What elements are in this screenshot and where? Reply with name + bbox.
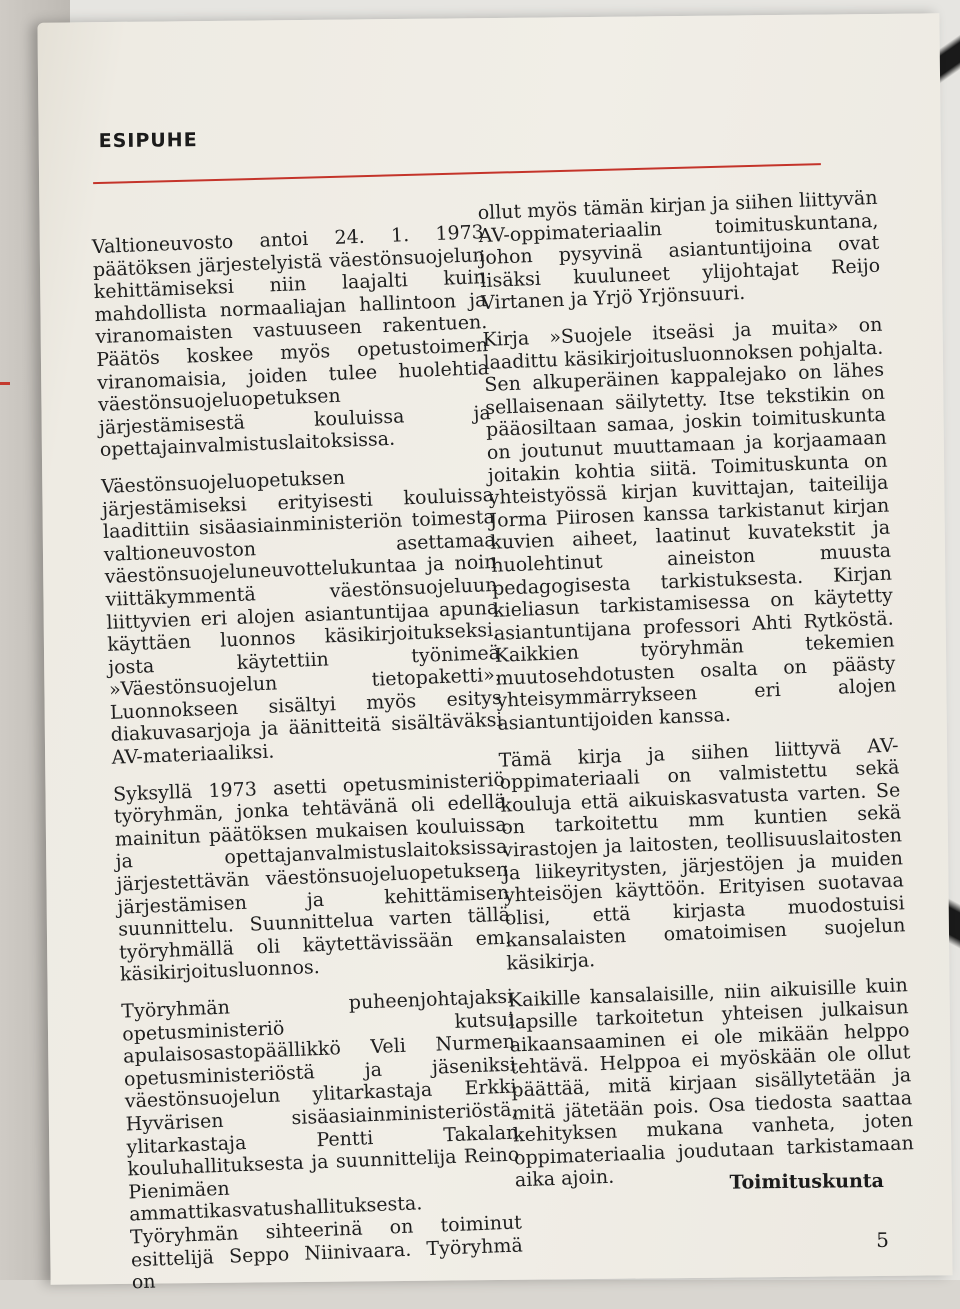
heading-red-rule bbox=[93, 163, 821, 184]
adjacent-page-red-mark bbox=[0, 382, 10, 385]
paragraph: Kirja »Suojele itseäsi ja muita» on laadittu käsikirjoitusluonnoksen pohjalta. Sen alkuperäinen kappalejako on lähes sellaisenaan säilytetty. Itse tekstikin on pääosiltaan samaa, joskin toimituskunta on joutunut muuttamaan ja korjaamaan joitakin kohtia siitä. Toimituskunta on yhteistyössä kirjan kuvittajan, taiteilija Jorma Piirosen kanssa tarkistanut kirjan kuvien aiheet, laatinut kuvatekstit ja huolehtinut aineiston muusta pedagogisesta tarkistuksesta. Kirjan kieliasun tarkistamisessa on käytetty asiantuntijana professori Ahti Rytköstä. Kaikkien työryhmän tekemien muutosehdotusten osalta on päästy yhteisymmärrykseen eri alojen asiantuntijoiden kanssa. bbox=[482, 313, 897, 735]
right-text-column bbox=[477, 187, 915, 1207]
paragraph: ollut myös tämän kirjan ja siihen liittyvän AV-oppimateriaalin toimituskuntana, johon pysyvinä asiantuntijoina ovat lisäksi kuuluneet ylijohtajat Reijo Virtanen ja Yrjö Yrjönsuuri. bbox=[477, 186, 881, 315]
paragraph: Kaikille kansalaisille, niin aikuisille kuin lapsille tarkoitetun yhteisen julkaisun aikaansaaminen ei ole mikään helppo tehtävä. Helppoa ei myöskään ole ollut päättää, mitä kirjaan sisällytetään ja mitä jätetään pois. Osa tiedosta saattaa kehityksen mukana vanheta, joten oppimateriaalia joudutaan tarkistamaan aika ajoin. bbox=[507, 973, 915, 1192]
paragraph: Väestönsuojeluopetuksen järjestämiseksi erityisesti kouluissa laadittiin sisäasiainministeriön toimesta valtioneuvoston asettamaa väestönsuojeluneuvottelukuntaa ja noin viittäkymmentä väestönsuojeluun liittyvien eri alojen asiantuntijaa apuna käyttäen luonnos käsikirjoitukseksi, josta käytettiin työnimeä »Väestönsuojelun tietopaketti». Luonnokseen sisältyi myös esitys diakuvasarjoja ja äänitteitä sisältäväksi AV-materiaaliksi. bbox=[100, 466, 503, 769]
signature: Toimituskunta bbox=[729, 1169, 885, 1194]
page-number: 5 bbox=[876, 1227, 890, 1253]
paragraph: Työryhmän puheenjohtajaksi opetusministeriö kutsui apulaisosastopäällikkö Veli Nurmen opetusministeriöstä ja jäseniksi väestönsuojelun ylitarkastaja Erkki Hyvärisen sisäasiainministeriöstä, ylitarkastaja Pentti Takalan kouluhallituksesta ja suunnittelija Reino Pienimäen ammattikasvatushallituksesta. Työryhmän sihteerinä on toiminut esittelijä Seppo Niinivaara. Työryhmä on bbox=[121, 985, 524, 1294]
left-text-column bbox=[92, 221, 525, 1308]
book-page bbox=[37, 13, 952, 1294]
paragraph: Valtioneuvosto antoi 24. 1. 1973 päätöksen järjestelyistä väestönsuojelun kehittämiseksi niin laajalti kuin mahdollista normaaliajan hallintoon ja viranomaisten vastuuseen rakentuen. Päätös koskee myös opetustoimen viranomaisia, joiden tulee huolehtia väestönsuojeluopetuksen järjestämisestä kouluissa ja opettajainvalmistuslaitoksissa. bbox=[91, 221, 492, 462]
page-heading: ESIPUHE bbox=[98, 129, 198, 153]
paragraph: Syksyllä 1973 asetti opetusministeriö työryhmän, jonka tehtävänä oli edellä mainitun päätöksen mukaisen kouluissa ja opettajanvalmistuslaitoksissa järjestettävän väestönsuojeluopetuksen järjestämisen ja kehittämisen suunnittelu. Suunnittelua varten tällä työryhmällä oli käytettävissään em. käsikirjoitusluonnos. bbox=[112, 768, 512, 987]
paragraph: Tämä kirja ja siihen liittyvä AV-oppimateriaali on valmistettu sekä kouluja että aikuiskasvatusta varten. Se on tarkoitettu mm kuntien sekä virastojen ja laitosten, teollisuuslaitosten ja liikeyritysten, järjestöjen ja muiden yhteisöjen käyttöön. Erityisen suotavaa olisi, että kirjasta muodostuisi kansalaisten omatoimisen suojelun käsikirja. bbox=[498, 734, 906, 975]
